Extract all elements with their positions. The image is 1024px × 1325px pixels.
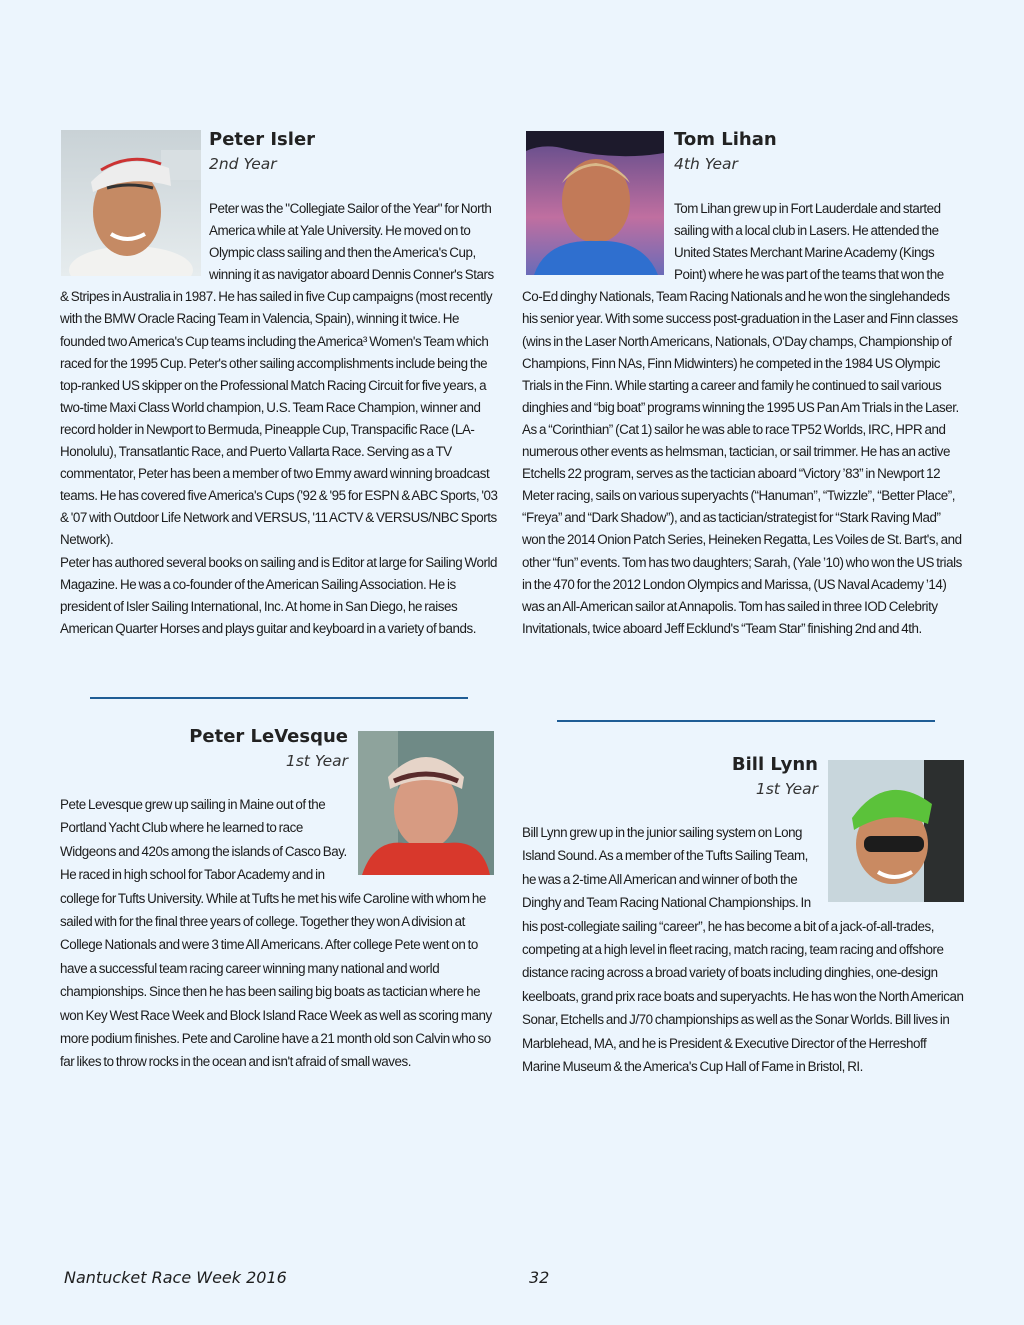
bio-peter-levesque [60, 725, 502, 1074]
bio-year: 1st Year [285, 752, 348, 770]
page-number: 32 [529, 1268, 550, 1287]
bio-year: 2nd Year [209, 155, 277, 173]
bio-tom-lihan [522, 128, 964, 640]
section-divider-right [557, 720, 935, 722]
bio-paragraph: Peter has authored several books on sailing and is Editor at large for Sailing World Magazine. He was a co-founder of the American Sailing Association. He is president of Isler Sailing International, Inc. At home in San Diego, he raises American Quarter Horses and plays guitar and keyboard in a variety of bands. [60, 554, 497, 636]
bio-paragraph: Peter was the "Collegiate Sailor of the Year" for North America while at Yale University. He moved on to Olympic class sailing and then the America's Cup, winning it as navigator aboard Dennis Conner's Stars & Stripes in Australia in 1987. He has sailed in five Cup campaigns (most recently with the BMW Oracle Racing Team in Valencia, Spain), winning it twice. He founded two America's Cup teams including the America³ Women's Team which raced for the 1995 Cup. Peter's other sailing accomplishments include being the top-ranked US skipper on the Professional Match Racing Circuit for five years, a two-time Maxi Class World champion, U.S. Team Race Champion, winner and record holder in Newport to Bermuda, Pineapple Cup, Transpacific Race (LA-Honolulu), Transatlantic Race, and Puerto Vallarta Race. Serving as a TV commentator, Peter has been a member of two Emmy award winning broadcast teams. He has covered five America's Cups ('92 & '95 for ESPN & ABC Sports, '03 & '07 with Outdoor Life Network and VERSUS, '11 ACTV & VERSUS/NBC Sports Network). [60, 201, 498, 548]
portrait-photo-tom-lihan [526, 131, 664, 275]
bio-year: 4th Year [674, 155, 738, 173]
portrait-photo-peter-levesque [358, 731, 494, 875]
bio-name: Peter Isler [209, 129, 316, 150]
portrait-photo-peter-isler [61, 130, 201, 276]
portrait-photo-bill-lynn [828, 760, 964, 902]
bio-name: Tom Lihan [674, 129, 777, 150]
section-divider-left [90, 697, 468, 699]
footer-publication-title: Nantucket Race Week 2016 [64, 1268, 287, 1287]
bio-year: 1st Year [755, 780, 818, 798]
bio-name: Bill Lynn [731, 754, 818, 775]
bio-name: Peter LeVesque [189, 726, 348, 747]
bio-bill-lynn [522, 753, 964, 1078]
bio-paragraph: Pete Levesque grew up sailing in Maine out of the Portland Yacht Club where he learned to race Widgeons and 420s among the islands of Casco Bay. He raced in high school for Tabor Academy and in college for Tufts University. While at Tufts he met his wife Caroline with whom he sailed with for the final three years of college. Together they won A division at College Nationals and were 3 time All Americans. After college Pete went on to have a successful team racing career winning many national and world championships. Since then he has been sailing big boats as tactician where he won Key West Race Week and Block Island Race Week as well as scoring many more podium finishes. Pete and Caroline have a 21 month old son Calvin who so far likes to throw rocks in the ocean and isn't afraid of small waves. [60, 797, 492, 1070]
bio-paragraph: Tom Lihan grew up in Fort Lauderdale and started sailing with a local club in Lasers. He attended the United States Merchant Marine Academy (Kings Point) where he was part of the teams that won the Co-Ed dinghy Nationals, Team Racing Nationals and he won the singlehandeds his senior year. With some success post-graduation in the Laser and Finn classes (wins in the Laser North Americans, Nationals, O'Day champs, Championship of Champions, Finn NAs, Finn Midwinters) he competed in the 1984 US Olympic Trials in the Finn. While starting a career and family he continued to sail various dinghies and “big boat” programs winning the 1995 US Pan Am Trials in the Laser. As a “Corinthian” (Cat 1) sailor he was able to race TP52 Worlds, IRC, HPR and numerous other events as helmsman, tactician, or sail trimmer. He has an active Etchells 22 program, serves as the tactician aboard “Victory ’83” in Newport 12 Meter racing, sails on various superyachts (“Hanuman”, “Twizzle”, “Better Place”, “Freya” and “Dark Shadow”), and as tactician/strategist for “Stark Raving Mad” won the 2014 Onion Patch Series, Heineken Regatta, Les Voiles de St. Bart's, and other “fun” events. Tom has two daughters; Sarah, (Yale ’10) who won the US trials in the 470 for the 2012 London Olympics and Marissa, (US Naval Academy ’14) was an All-American sailor at Annapolis. Tom has sailed in three IOD Celebrity Invitationals, twice aboard Jeff Ecklund's “Team Star” finishing 2nd and 4th. [522, 201, 962, 636]
bio-peter-isler [60, 128, 502, 640]
bio-paragraph: Bill Lynn grew up in the junior sailing system on Long Island Sound. As a member of the Tufts Sailing Team, he was a 2-time All American and winner of both the Dinghy and Team Racing National Championships. In his post-collegiate sailing “career”, he has become a bit of a jack-of-all-trades, competing at a high level in fleet racing, match racing, team racing and offshore distance racing across a broad variety of boats including dinghies, one-design keelboats, grand prix race boats and superyachts. He has won the North American Sonar, Etchells and J/70 championships as well as the Sonar Worlds. Bill lives in Marblehead, MA, and he is President & Executive Director of the Herreshoff Marine Museum & the America's Cup Hall of Fame in Bristol, RI. [522, 825, 964, 1075]
